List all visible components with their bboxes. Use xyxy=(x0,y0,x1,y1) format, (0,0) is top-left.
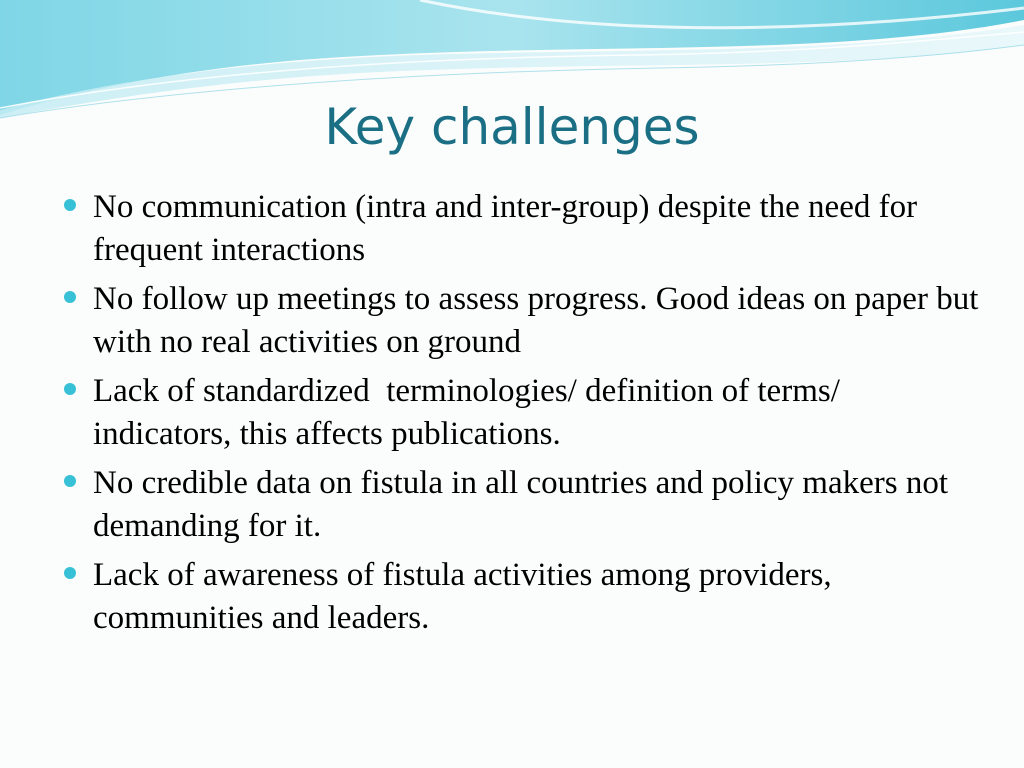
bullet-dot-icon xyxy=(64,291,76,303)
bullet-text: No communication (intra and inter-group) despite the need for frequent interactions xyxy=(93,189,918,268)
bullet-text: No credible data on fistula in all countries and policy makers not demanding for it. xyxy=(93,465,949,544)
bullet-text: No follow up meetings to assess progress. Good ideas on paper but with no real activities on ground xyxy=(93,281,979,360)
bullet-text: Lack of standardized terminologies/ definition of terms/ indicators, this affects publications. xyxy=(93,373,849,452)
bullet-dot-icon xyxy=(64,567,76,579)
bullet-dot-icon xyxy=(64,383,76,395)
list-item xyxy=(62,554,982,640)
bullet-dot-icon xyxy=(64,199,76,211)
bullet-list xyxy=(62,186,982,646)
list-item xyxy=(62,370,982,456)
bullet-dot-icon xyxy=(64,475,76,487)
bullet-text: Lack of awareness of fistula activities among providers, communities and leaders. xyxy=(93,557,832,636)
list-item xyxy=(62,278,982,364)
slide-title: Key challenges xyxy=(324,98,700,156)
list-item xyxy=(62,462,982,548)
list-item xyxy=(62,186,982,272)
